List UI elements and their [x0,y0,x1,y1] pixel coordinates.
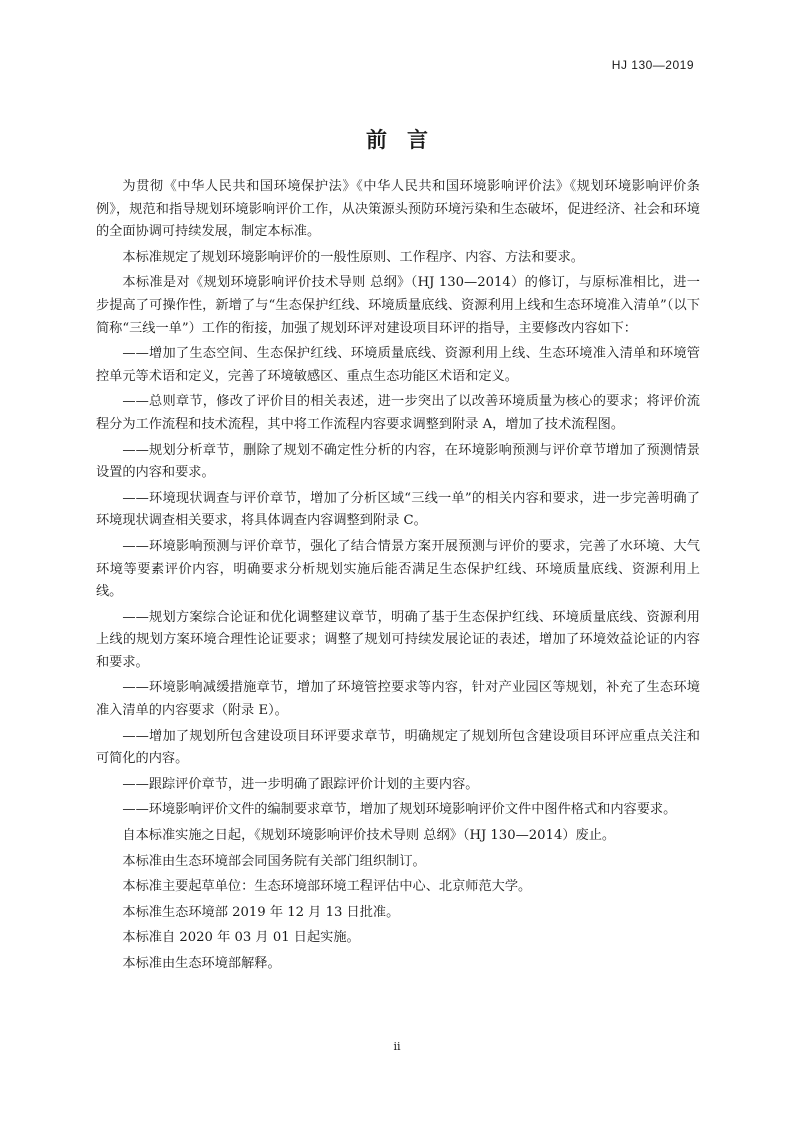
list-item-plan-analysis: ——规划分析章节，删除了规划不确定性分析的内容，在环境影响预测与评价章节增加了预测情景设置的内容和要求。 [96,442,700,481]
list-item-project-eia: ——增加了规划所包含建设项目环评要求章节，明确规定了规划所包含建设项目环评应重点关注和可简化的内容。 [96,728,700,767]
paragraph-interpretation: 本标准由生态环境部解释。 [122,956,281,971]
paragraph-drafters: 本标准主要起草单位：生态环境部环境工程评估中心、北京师范大学。 [122,879,532,895]
standard-code: HJ 130—2019 [611,58,694,72]
paragraph-effective: 本标准自 2020 年 03 月 01 日起实施。 [122,930,360,946]
list-item-document: ——环境影响评价文件的编制要求章节，增加了规划环境影响评价文件中图件格式和内容要求。 [122,802,677,818]
list-item-terms: ——增加了生态空间、生态保护红线、环境质量底线、资源利用上线、生态环境准入清单和环境管控单元等术语和定义，完善了环境敏感区、重点生态功能区术语和定义。 [96,346,700,384]
list-item-mitigation: ——环境影响减缓措施章节，增加了环境管控要求等内容，针对产业园区等规划，补充了生态环境准入清单的内容要求（附录 E）。 [96,680,700,719]
paragraph-scope: 本标准规定了规划环境影响评价的一般性原则、工作程序、内容、方法和要求。 [122,249,584,265]
list-item-prediction: ——环境影响预测与评价章节，强化了结合情景方案开展预测与评价的要求，完善了水环境、大气环境等要素评价内容，明确要求分析规划实施后能否满足生态保护红线、环境质量底线、资源利用上线。 [96,538,700,600]
list-item-status-survey: ——环境现状调查与评价章节，增加了分析区域“三线一单”的相关内容和要求，进一步完善明确了环境现状调查相关要求，将具体调查内容调整到附录 C。 [96,490,700,529]
list-item-demonstration: ——规划方案综合论证和优化调整建议章节，明确了基于生态保护红线、环境质量底线、资源利用上线的规划方案环境合理性论证要求；调整了规划可持续发展论证的表述，增加了环境效益论证的内容和要求。 [96,609,700,670]
paragraph-revision: 本标准是对《规划环境影响评价技术导则 总纲》（HJ 130—2014）的修订，与原标准相比，进一步提高了可操作性，新增了与“生态保护红线、环境质量底线、资源利用上线和生态环境准入清单”（以下简称“三线一单”）工作的衔接，加强了规划环评对建设项目环评的指导，主要修改内容如下： [96,275,700,336]
list-item-tracking: ——跟踪评价章节，进一步明确了跟踪评价计划的主要内容。 [122,776,479,792]
paragraph-abolish: 自本标准实施之日起，《规划环境影响评价技术导则 总纲》（HJ 130—2014）废止。 [122,828,616,844]
paragraph-approval: 本标准生态环境部 2019 年 12 月 13 日批准。 [122,904,400,920]
foreword-body [96,176,700,979]
page-title: 前言 [366,128,448,152]
list-item-general: ——总则章节，修改了评价目的相关表述，进一步突出了以改善环境质量为核心的要求；将评价流程分为工作流程和技术流程，其中将工作流程内容要求调整到附录 A，增加了技术流程图。 [96,394,700,432]
paragraph-purpose: 为贯彻《中华人民共和国环境保护法》《中华人民共和国环境影响评价法》《规划环境影响评价条例》，规范和指导规划环境影响评价工作，从决策源头预防环境污染和生态破坏，促进经济、社会和环境的全面协调可持续发展，制定本标准。 [96,179,700,240]
paragraph-organizer: 本标准由生态环境部会同国务院有关部门组织制订。 [122,853,426,869]
page-number: ii [393,1040,401,1053]
